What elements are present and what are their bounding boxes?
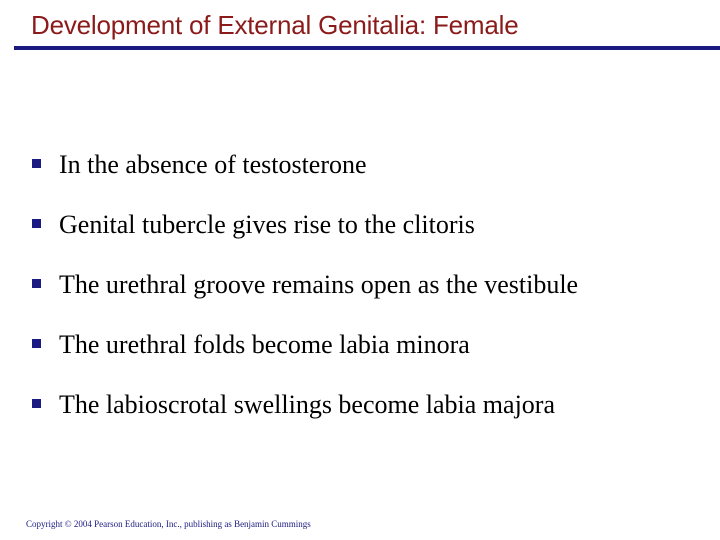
square-bullet-icon [32, 339, 41, 348]
bullet-text: In the absence of testosterone [59, 150, 367, 179]
square-bullet-icon [32, 399, 41, 408]
square-bullet-icon [32, 219, 41, 228]
square-bullet-icon [32, 279, 41, 288]
bullet-text: The urethral groove remains open as the vestibule [59, 270, 579, 299]
bullet-text: Genital tubercle gives rise to the clitoris [59, 210, 475, 239]
square-bullet-icon [32, 159, 41, 168]
bullet-text: The labioscrotal swellings become labia majora [59, 390, 555, 419]
copyright-footer: Copyright © 2004 Pearson Education, Inc., publishing as Benjamin Cummings [26, 519, 311, 529]
slide-title: Development of External Genitalia: Female [31, 10, 519, 40]
title-underline [14, 46, 720, 50]
bullet-text: The urethral folds become labia minora [59, 330, 470, 359]
